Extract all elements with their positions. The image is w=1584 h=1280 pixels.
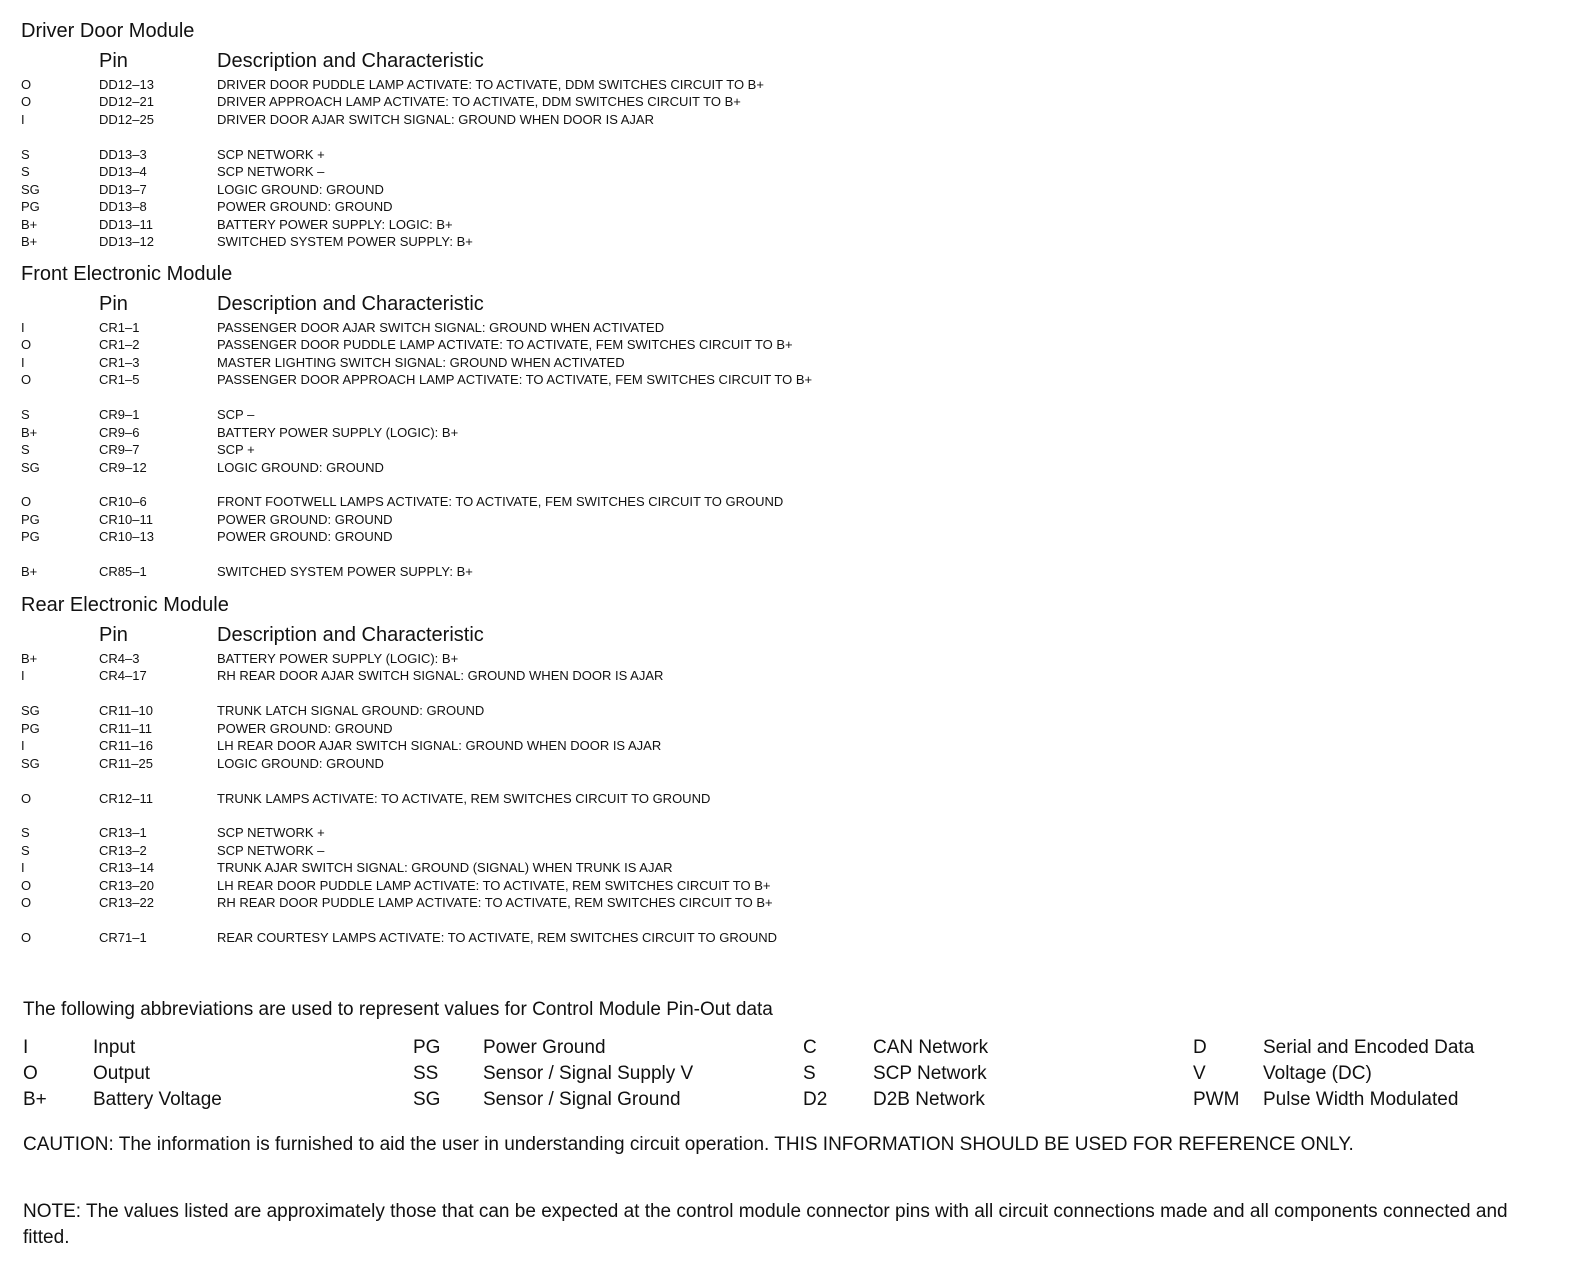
pin-row [0,233,1584,250]
pin-id: CR11–10 [99,703,153,719]
description-column-header: Description and Characteristic [217,624,484,646]
pin-id: CR13–20 [99,877,154,893]
pin-description: SCP + [217,442,255,458]
signal-type: SG [21,703,40,719]
pin-id: CR4–17 [99,668,147,684]
pin-description: BATTERY POWER SUPPLY: LOGIC: B+ [217,216,453,232]
pin-row [0,790,1584,807]
group-spacer [0,128,1584,145]
abbreviation-code: B+ [23,1089,47,1110]
group-spacer [0,685,1584,702]
pin-row [0,111,1584,128]
pin-description: TRUNK AJAR SWITCH SIGNAL: GROUND (SIGNAL) WHEN TRUNK IS AJAR [217,860,673,876]
pin-id: CR1–1 [99,320,140,335]
abbreviation-meaning: Output [93,1063,151,1084]
abbreviation-code: I [23,1037,29,1058]
signal-type: PG [21,511,40,527]
caution-text: CAUTION: The information is furnished to aid the user in understanding circuit operation. THIS INFORMATION SHOULD BE USED FOR REFERENCE ONLY. [23,1134,1354,1155]
abbreviation-code: O [23,1063,38,1084]
abbreviations-table [0,1036,1584,1114]
signal-type: B+ [21,216,38,232]
signal-type: O [21,930,32,945]
pin-row [0,720,1584,737]
abbreviation-meaning: Pulse Width Modulated [1263,1089,1459,1110]
pin-id: DD13–12 [99,233,154,249]
pin-row [0,493,1584,510]
signal-type: B+ [21,233,38,249]
signal-type: S [21,442,30,458]
abbreviation-meaning: D2B Network [873,1089,985,1110]
abbreviation-code: S [803,1063,816,1084]
signal-type: PG [21,199,40,215]
signal-type: S [21,825,30,841]
pin-id: CR11–25 [99,755,153,771]
pin-row [0,146,1584,163]
pin-id: CR10–6 [99,494,147,510]
pin-description: BATTERY POWER SUPPLY (LOGIC): B+ [217,424,459,440]
module-title: Rear Electronic Module [21,594,229,616]
pin-column-header: Pin [99,50,128,72]
signal-type: S [21,164,30,180]
abbreviation-meaning: Battery Voltage [93,1089,222,1110]
pin-row [0,441,1584,458]
pin-row [0,929,1584,946]
pin-row [0,216,1584,233]
abbreviation-meaning: SCP Network [873,1063,987,1084]
signal-type: I [21,860,25,876]
pin-description: DRIVER APPROACH LAMP ACTIVATE: TO ACTIVATE, DDM SWITCHES CIRCUIT TO B+ [217,94,741,110]
pin-id: CR9–7 [99,442,140,458]
abbreviation-code: SG [413,1089,441,1110]
pin-row [0,181,1584,198]
pin-description: RH REAR DOOR AJAR SWITCH SIGNAL: GROUND WHEN DOOR IS AJAR [217,668,664,684]
signal-type: I [21,354,25,370]
pin-id: CR85–1 [99,564,147,580]
pin-description: DRIVER DOOR AJAR SWITCH SIGNAL: GROUND WHEN DOOR IS AJAR [217,111,654,127]
pin-rows [0,650,1584,946]
pin-column-header: Pin [99,293,128,315]
pin-row [0,894,1584,911]
pin-rows [0,319,1584,581]
pin-id: DD13–4 [99,164,147,180]
pin-description: LOGIC GROUND: GROUND [217,181,384,197]
pin-description: SCP NETWORK + [217,146,325,162]
pin-id: CR11–11 [99,720,152,736]
pin-description: MASTER LIGHTING SWITCH SIGNAL: GROUND WHEN ACTIVATED [217,354,625,370]
pin-row [0,528,1584,545]
abbreviation-meaning: Sensor / Signal Supply V [483,1063,694,1084]
pin-id: DD12–13 [99,77,154,92]
pin-id: CR71–1 [99,930,147,945]
group-spacer [0,476,1584,493]
pin-id: CR1–5 [99,372,140,388]
pin-id: DD12–21 [99,94,154,110]
pin-description: LH REAR DOOR PUDDLE LAMP ACTIVATE: TO ACTIVATE, REM SWITCHES CIRCUIT TO B+ [217,877,771,893]
pin-description: LH REAR DOOR AJAR SWITCH SIGNAL: GROUND WHEN DOOR IS AJAR [217,738,662,754]
abbreviation-code: D2 [803,1089,828,1110]
signal-type: O [21,877,32,893]
pin-rows [0,76,1584,250]
abbreviation-meaning: Voltage (DC) [1263,1063,1372,1084]
pin-id: CR13–14 [99,860,154,876]
pin-row [0,459,1584,476]
pin-row [0,76,1584,93]
signal-type: O [21,77,32,92]
pin-description: SWITCHED SYSTEM POWER SUPPLY: B+ [217,233,473,249]
abbreviation-meaning: Input [93,1037,136,1058]
signal-type: I [21,320,25,335]
abbreviation-meaning: Serial and Encoded Data [1263,1037,1475,1058]
pin-row [0,319,1584,336]
module-title: Front Electronic Module [21,263,233,285]
pin-row [0,563,1584,580]
signal-type: S [21,842,30,858]
pin-description: FRONT FOOTWELL LAMPS ACTIVATE: TO ACTIVATE, FEM SWITCHES CIRCUIT TO GROUND [217,494,784,510]
signal-type: I [21,111,25,127]
pin-id: CR13–22 [99,895,154,911]
pin-row [0,93,1584,110]
pin-id: CR1–3 [99,354,140,370]
pin-description: PASSENGER DOOR APPROACH LAMP ACTIVATE: TO ACTIVATE, FEM SWITCHES CIRCUIT TO B+ [217,372,813,388]
signal-type: O [21,94,32,110]
abbreviation-code: PWM [1193,1089,1240,1110]
pin-id: CR10–11 [99,511,153,527]
signal-type: I [21,738,25,754]
pin-row [0,371,1584,388]
pin-row [0,842,1584,859]
signal-type: O [21,337,32,353]
pin-id: DD13–7 [99,181,147,197]
pin-id: DD13–11 [99,216,153,232]
pin-description: RH REAR DOOR PUDDLE LAMP ACTIVATE: TO ACTIVATE, REM SWITCHES CIRCUIT TO B+ [217,895,773,911]
group-spacer [0,772,1584,789]
pin-description: POWER GROUND: GROUND [217,511,393,527]
abbreviation-meaning: Power Ground [483,1037,606,1058]
pin-row [0,702,1584,719]
pin-description: PASSENGER DOOR PUDDLE LAMP ACTIVATE: TO ACTIVATE, FEM SWITCHES CIRCUIT TO B+ [217,337,793,353]
signal-type: SG [21,755,40,771]
pin-description: POWER GROUND: GROUND [217,720,393,736]
pin-id: CR12–11 [99,790,153,806]
pin-row [0,406,1584,423]
pin-id: CR9–6 [99,424,140,440]
signal-type: PG [21,529,40,545]
abbreviation-row [0,1062,1584,1088]
abbreviation-meaning: Sensor / Signal Ground [483,1089,681,1110]
signal-type: B+ [21,424,38,440]
pin-column-header: Pin [99,624,128,646]
signal-type: SG [21,181,40,197]
signal-type: O [21,895,32,911]
pin-row [0,650,1584,667]
pin-row [0,737,1584,754]
pin-description: SCP NETWORK – [217,842,325,858]
pin-row [0,859,1584,876]
abbreviations-intro: The following abbreviations are used to represent values for Control Module Pin-Out data [23,999,773,1020]
pin-row [0,336,1584,353]
pin-description: TRUNK LATCH SIGNAL GROUND: GROUND [217,703,485,719]
description-column-header: Description and Characteristic [217,293,484,315]
pin-id: CR4–3 [99,651,140,666]
pin-row [0,824,1584,841]
signal-type: PG [21,720,40,736]
module-title: Driver Door Module [21,20,195,42]
pin-description: SCP – [217,407,255,423]
pin-row [0,667,1584,684]
pin-description: TRUNK LAMPS ACTIVATE: TO ACTIVATE, REM SWITCHES CIRCUIT TO GROUND [217,790,711,806]
pin-description: SWITCHED SYSTEM POWER SUPPLY: B+ [217,564,473,580]
group-spacer [0,912,1584,929]
pin-id: CR1–2 [99,337,140,353]
pin-description: PASSENGER DOOR AJAR SWITCH SIGNAL: GROUND WHEN ACTIVATED [217,320,665,335]
pin-description: POWER GROUND: GROUND [217,529,393,545]
pin-description: LOGIC GROUND: GROUND [217,755,384,771]
pin-row [0,511,1584,528]
pin-row [0,163,1584,180]
group-spacer [0,546,1584,563]
pin-id: CR9–12 [99,459,147,475]
pin-row [0,198,1584,215]
abbreviation-row [0,1036,1584,1062]
pin-description: DRIVER DOOR PUDDLE LAMP ACTIVATE: TO ACTIVATE, DDM SWITCHES CIRCUIT TO B+ [217,77,764,92]
pin-description: POWER GROUND: GROUND [217,199,393,215]
pin-row [0,354,1584,371]
signal-type: S [21,146,30,162]
abbreviation-code: SS [413,1063,439,1084]
pin-id: CR11–16 [99,738,153,754]
abbreviation-code: C [803,1037,817,1058]
pin-id: CR13–2 [99,842,147,858]
pin-description: REAR COURTESY LAMPS ACTIVATE: TO ACTIVATE, REM SWITCHES CIRCUIT TO GROUND [217,930,778,945]
abbreviation-code: D [1193,1037,1207,1058]
abbreviation-code: PG [413,1037,441,1058]
signal-type: SG [21,459,40,475]
abbreviation-meaning: CAN Network [873,1037,989,1058]
pin-id: CR10–13 [99,529,154,545]
abbreviation-row [0,1088,1584,1114]
pin-description: LOGIC GROUND: GROUND [217,459,384,475]
pin-row [0,755,1584,772]
note-text: NOTE: The values listed are approximately those that can be expected at the control module connector pins with all circuit connections made and all components connected and fitted. [23,1201,1508,1248]
group-spacer [0,807,1584,824]
pin-row [0,424,1584,441]
pin-id: DD13–8 [99,199,147,215]
signal-type: O [21,372,32,388]
group-spacer [0,389,1584,406]
pin-id: CR13–1 [99,825,147,841]
description-column-header: Description and Characteristic [217,50,484,72]
pin-id: DD12–25 [99,111,154,127]
signal-type: O [21,790,32,806]
signal-type: S [21,407,30,423]
pin-row [0,877,1584,894]
signal-type: O [21,494,32,510]
pin-id: DD13–3 [99,146,147,162]
abbreviation-code: V [1193,1063,1206,1084]
pin-id: CR9–1 [99,407,140,423]
signal-type: B+ [21,651,38,666]
pin-description: SCP NETWORK + [217,825,325,841]
signal-type: I [21,668,25,684]
pin-description: BATTERY POWER SUPPLY (LOGIC): B+ [217,651,459,666]
pin-description: SCP NETWORK – [217,164,325,180]
signal-type: B+ [21,564,38,580]
